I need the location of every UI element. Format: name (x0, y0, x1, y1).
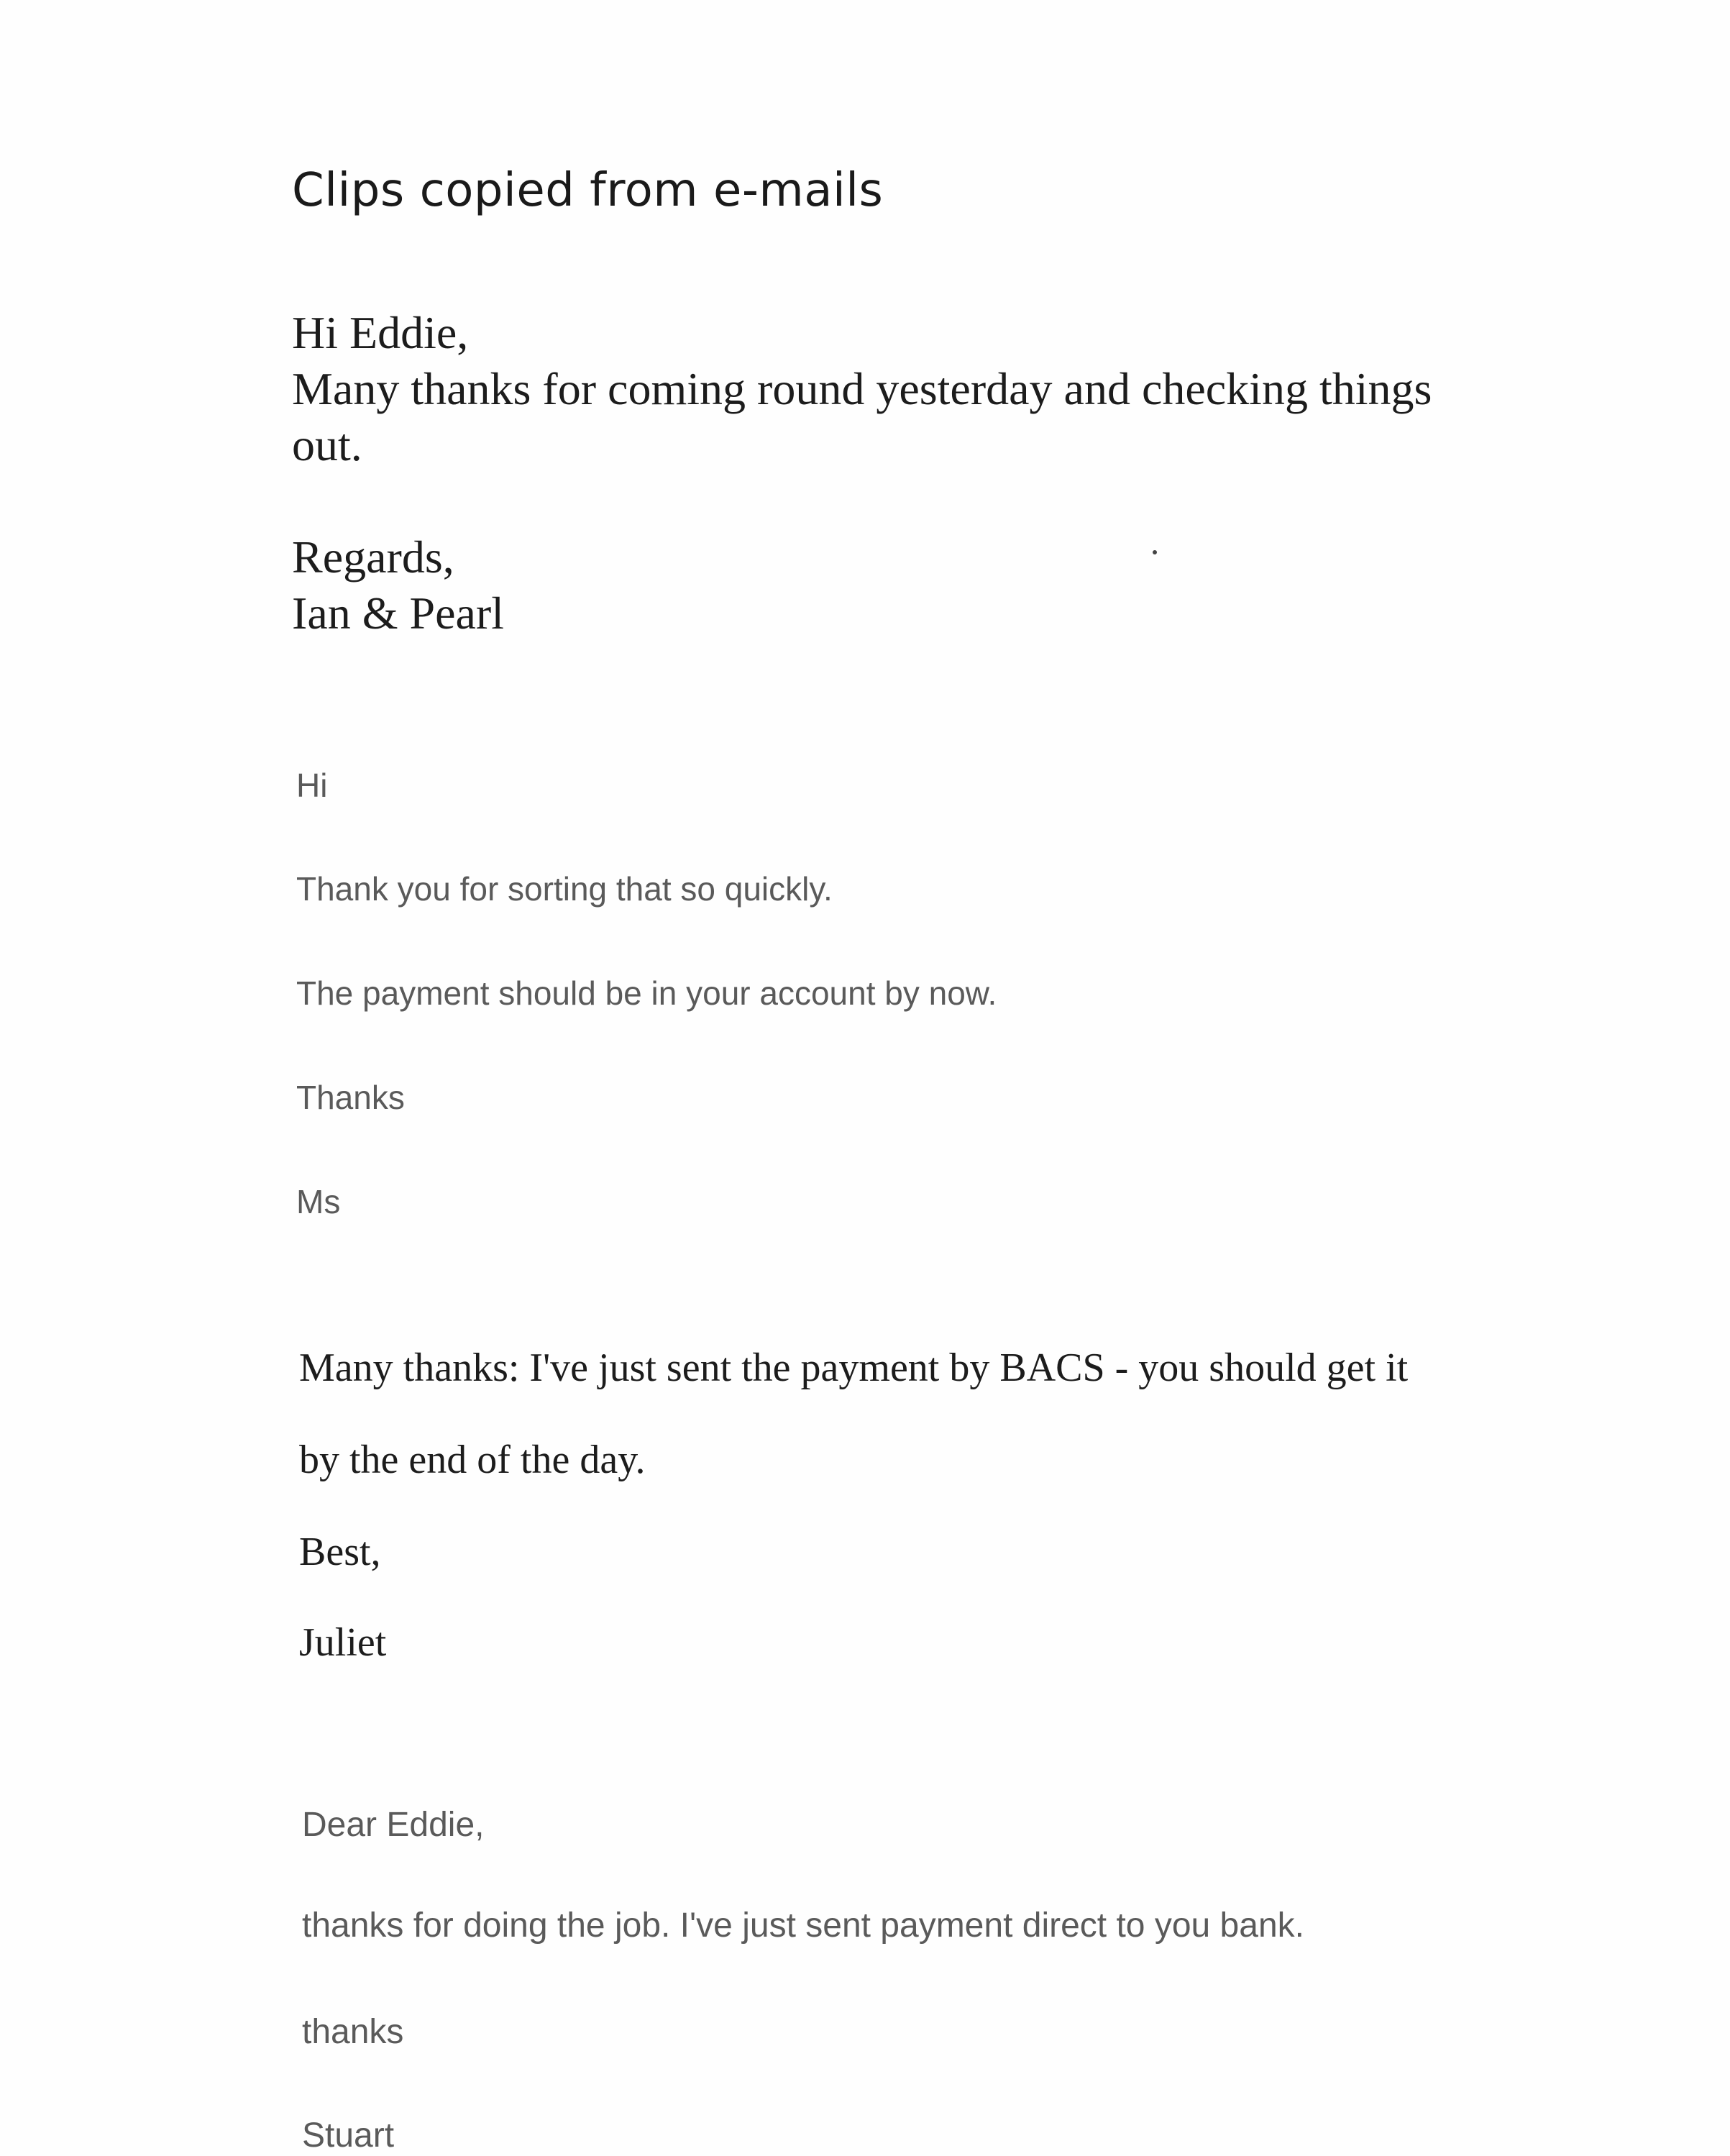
clip-3-body-line-2: by the end of the day. (299, 1438, 646, 1482)
clip-2-signoff: Thanks (296, 1079, 405, 1116)
clip-1-body-line-1: Many thanks for coming round yesterday and checking things (292, 363, 1432, 414)
clip-4-greeting: Dear Eddie, (302, 1806, 485, 1844)
clip-2-greeting: Hi (296, 767, 328, 804)
clip-2-body-line-2: The payment should be in your account by now. (296, 974, 997, 1012)
clip-4-signature: Stuart (302, 2116, 395, 2155)
clip-4-signoff: thanks (302, 2013, 404, 2051)
clip-1-body-line-2: out. (292, 419, 362, 470)
clip-1-signoff: Regards, (292, 531, 454, 583)
clip-4-body-line-1: thanks for doing the job. I've just sent payment direct to you bank. (302, 1906, 1304, 1945)
scan-speck (1153, 550, 1157, 554)
clip-2-body-line-1: Thank you for sorting that so quickly. (296, 870, 833, 908)
clip-3-signoff: Best, (299, 1530, 381, 1574)
clip-1-greeting: Hi Eddie, (292, 307, 469, 358)
clip-2-signature: Ms (296, 1183, 341, 1220)
clip-3-body-line-1: Many thanks: I've just sent the payment by BACS - you should get it (299, 1346, 1409, 1390)
clip-1-blank-line (292, 473, 1529, 529)
clip-3-signature: Juliet (299, 1620, 387, 1665)
email-clip-1 (292, 305, 1529, 641)
clip-1-signature: Ian & Pearl (292, 588, 504, 639)
page-heading: Clips copied from e-mails (292, 164, 884, 217)
